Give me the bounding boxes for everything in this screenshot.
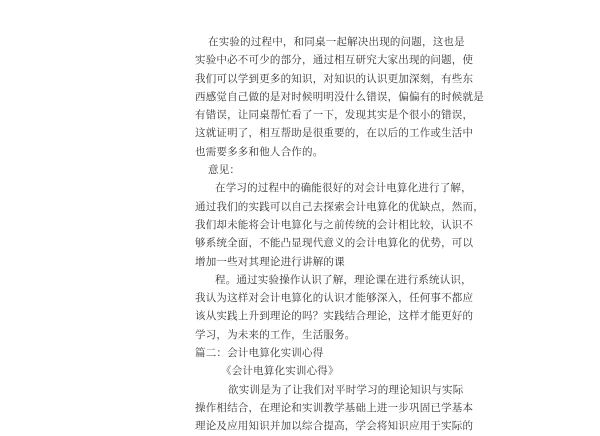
article-title: 《会计电算化实训心得》: [221, 365, 339, 378]
paragraph-1-line: 我们可以学到更多的知识，对知识的认识更加深刻，有些东: [195, 72, 474, 85]
paragraph-1-line: 在实验的过程中，和同桌一起解决出现的问题，这也是: [208, 36, 465, 48]
section-heading: 篇二：会计电算化实训心得: [195, 347, 324, 360]
paragraph-3-line: 我认为这样对会计电算化的认识才能够深入，任何事不都应: [195, 292, 474, 305]
paragraph-3-line: 程。通过实验操作认识了解，理论课在进行系统认识，: [215, 273, 472, 286]
paragraph-4-line: 理论及应用知识并加以综合提高，学会将知识应用于实际的: [195, 420, 474, 433]
paragraph-1-line: 有错误，让同桌帮忙看了一下，发现其实是个很小的错误，: [195, 109, 474, 122]
paragraph-2-line: 通过我们的实践可以自己去探索会计电算化的优缺点，然而，: [195, 200, 484, 213]
paragraph-2-line: 增加一些对其理论进行讲解的课: [195, 255, 345, 268]
paragraph-1-line: 实验中必不可少的部分，通过相互研究大家出现的问题，使: [195, 54, 474, 67]
document-body: [195, 33, 484, 436]
paragraph-4-line: 操作相结合，在理论和实训教学基础上进一步巩固已学基本: [195, 401, 474, 414]
paragraph-2-line: 我们却未能将会计电算化与之前传统的会计相比较，认识不: [195, 218, 474, 231]
paragraph-1-line: 西感觉自己做的是对时候明明没什么错误，偏偏有的时候就是: [195, 90, 484, 103]
opinion-label: 意见：: [208, 164, 241, 177]
paragraph-1-line: 这就证明了，相互帮助是很重要的，在以后的工作或生活中: [195, 127, 474, 140]
paragraph-1-line: 也需要多多和他人合作的。: [195, 145, 324, 158]
paragraph-2-line: 在学习的过程中的确能很好的对会计电算化进行了解，: [215, 182, 472, 195]
paragraph-3-line: 该从实践上升到理论的吗？实践结合理论，这样才能更好的: [195, 310, 474, 323]
paragraph-3-line: 学习，为未来的工作，生活服务。: [195, 328, 356, 341]
paragraph-4-line: 欲实训是为了让我们对平时学习的理论知识与实际: [228, 383, 464, 396]
paragraph-2-line: 够系统全面，不能凸显现代意义的会计电算化的优势，可以: [195, 237, 474, 250]
